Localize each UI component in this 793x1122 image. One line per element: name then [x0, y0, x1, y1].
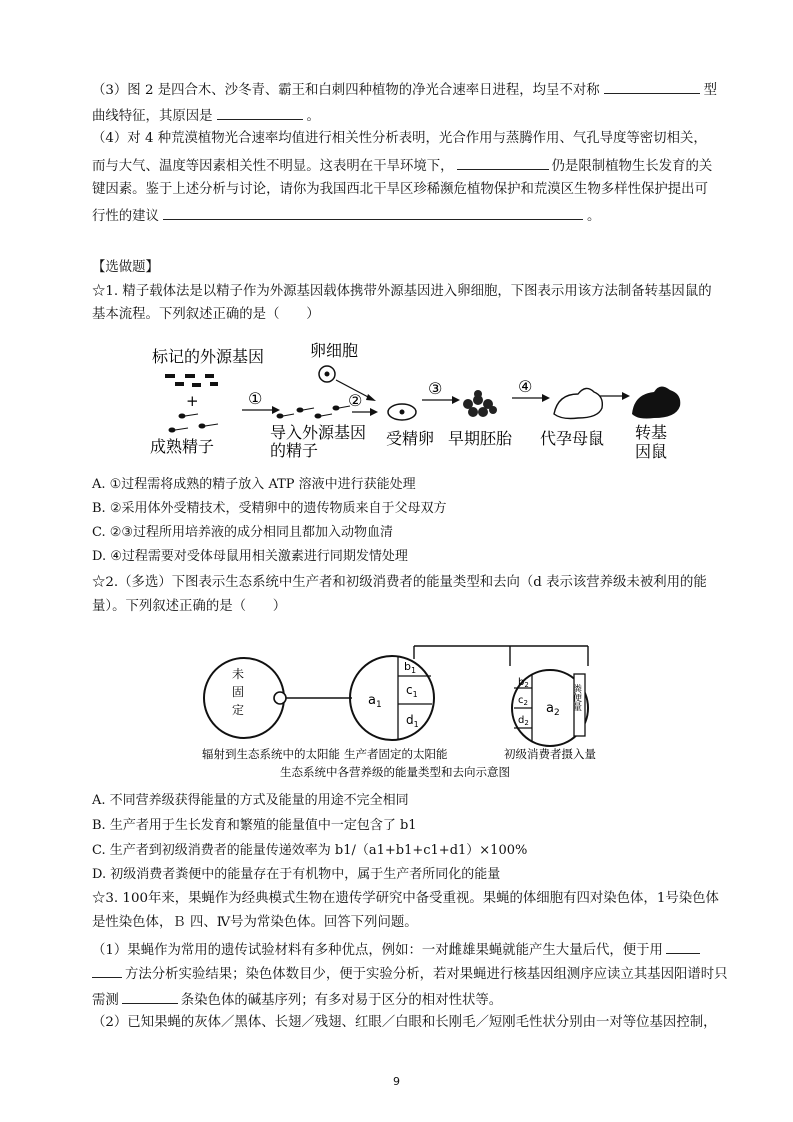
s1-option-a[interactable]: A. ①过程需将成熟的精子放入 ATP 溶液中进行获能处理 [92, 477, 416, 492]
label-mature-sperm: 成熟精子 [150, 437, 215, 456]
answer-blank[interactable] [666, 940, 700, 954]
producer-circle [350, 656, 434, 740]
s2-option-d[interactable]: D. 初级消费者粪便中的能量存在于有机物中，属于生产者所同化的能量 [92, 867, 501, 882]
q3-text: 曲线特征，其原因是 [92, 109, 213, 124]
d2-label: $d_2$ [518, 715, 529, 727]
label-transgenic-2: 因鼠 [635, 442, 668, 461]
q4-line4 [92, 206, 600, 226]
s1-stem-line1: ☆1. 精子载体法是以精子作为外源基因载体携带外源基因进入卵细胞，下图表示用该方法制备转基因鼠的 [92, 284, 712, 299]
d1-label: $d_1$ [406, 713, 419, 729]
s3-line5 [92, 990, 502, 1010]
arrowhead-icon [366, 394, 376, 401]
a1-label: $a_1$ [368, 693, 382, 710]
energy-flow-diagram [196, 628, 626, 784]
b2-label: $b_2$ [518, 677, 529, 689]
q4-text-tail: 。 [586, 209, 601, 224]
s2-stem-line2: 量）。下列叙述正确的是（ ） [92, 599, 287, 614]
step-4-label: ④ [518, 377, 533, 396]
s3-text: 需测 [92, 993, 119, 1008]
q3-text: （3）图 2 是四合木、沙冬青、霸王和白刺四种植物的净光合速率日进程，均呈不对称 [92, 83, 600, 98]
step-2-label: ② [348, 391, 363, 410]
label-surrogate-mouse: 代孕母鼠 [540, 429, 605, 448]
c1-label: $c_1$ [406, 683, 418, 699]
unfixed-char-3: 定 [232, 703, 245, 717]
egg-cell-icon [319, 366, 335, 382]
q3-line2 [92, 106, 320, 126]
section-title: 【选做题】 [92, 260, 159, 275]
fixed-portion-small-circle [274, 692, 286, 704]
caption-producer-fixed: 生产者固定的太阳能 [344, 747, 448, 761]
s2-option-c[interactable]: C. 生产者到初级消费者的能量传递效率为 b1/（a1+b1+c1+d1）×100% [92, 843, 528, 858]
s3-line4 [92, 964, 728, 984]
answer-blank[interactable] [92, 964, 122, 978]
s3-line6: （2）已知果蝇的灰体／黑体、长翅／残翅、红眼／白眼和长刚毛／短刚毛性状分别由一对等位基因控制， [92, 1015, 717, 1030]
s1-stem-line2: 基本流程。下列叙述正确的是（ ） [92, 307, 320, 322]
q4-line2 [92, 156, 712, 176]
early-embryo-icon [463, 390, 497, 417]
mature-sperm-icon [169, 414, 218, 432]
a2-label: $a_2$ [546, 701, 560, 718]
step-3-label: ③ [428, 379, 443, 398]
answer-blank[interactable] [163, 206, 583, 220]
page-number: 9 [393, 1075, 400, 1088]
answer-blank[interactable] [457, 156, 549, 170]
transgenic-mouse-flow-diagram [130, 334, 690, 464]
gene-fragments-icon [165, 374, 218, 387]
label-early-embryo: 早期胚胎 [448, 429, 513, 448]
arrowhead-icon [542, 394, 550, 402]
q4-line1: （4）对 4 种荒漠植物光合速率均值进行相关性分析表明，光合作用与蒸腾作用、气孔导度等密切相关， [92, 131, 707, 146]
q4-text-tail: 仍是限制植物生长发育的关 [551, 159, 713, 174]
modified-sperm-icon [277, 406, 350, 418]
label-imported-sperm-1: 导入外源基因 [270, 423, 367, 442]
s1-option-c[interactable]: C. ②③过程所用培养液的成分相同且都加入动物血清 [92, 525, 394, 540]
caption-consumer-intake: 初级消费者摄入量 [504, 747, 596, 761]
label-imported-sperm-2: 的精子 [270, 441, 319, 460]
caption-radiated-sun: 辐射到生态系统中的太阳能 [202, 747, 340, 761]
unfixed-char-2: 固 [232, 685, 245, 699]
plus-sign: + [186, 392, 199, 410]
s3-text-tail: 条染色体的碱基序列；有多对易于区分的相对性状等。 [180, 993, 503, 1008]
s3-text: （1）果蝇作为常用的遗传试验材料有多种优点，例如：一对雌雄果蝇就能产生大量后代，便于用 [92, 943, 663, 958]
s3-line3 [92, 940, 700, 960]
q4-text: 行性的建议 [92, 209, 159, 224]
step-1-label: ① [248, 389, 263, 408]
s3-line2: 是性染色体，Ｂ 四、Ⅳ号为常染色体。回答下列问题。 [92, 915, 418, 930]
answer-blank[interactable] [122, 990, 178, 1004]
s3-text: 方法分析实验结果；染色体数目少，便于实验分析，若对果蝇进行核基因组测序应读立其基因阳谱时只 [125, 967, 728, 982]
s2-option-b[interactable]: B. 生产者用于生长发育和繁殖的能量值中一定包含了 b1 [92, 818, 417, 833]
transgenic-mouse-icon [632, 386, 680, 418]
arrowhead-icon [370, 408, 378, 416]
s2-stem-line1: ☆2.（多选）下图表示生态系统中生产者和初级消费者的能量类型和去向（d 表示该营养级未被利用的能 [92, 575, 707, 590]
s2-option-a[interactable]: A. 不同营养级获得能量的方式及能量的用途不完全相同 [92, 793, 409, 808]
q3-line1 [92, 80, 717, 100]
label-transgenic-1: 转基 [635, 423, 668, 442]
unfixed-char-1: 未 [232, 667, 245, 681]
label-marked-gene: 标记的外源基因 [152, 347, 265, 366]
arrowhead-icon [452, 396, 460, 404]
zygote-icon [388, 404, 416, 420]
q3-text-tail: 型 [703, 83, 718, 98]
q3-text-tail: 。 [306, 109, 320, 124]
label-egg: 卵细胞 [310, 341, 359, 360]
diagram-caption: 生态系统中各营养级的能量类型和去向示意图 [280, 765, 510, 779]
c2-label: $c_2$ [518, 695, 528, 707]
q4-line3: 键因素。鉴于上述分析与讨论，请你为我国西北干旱区珍稀濒危植物保护和荒漠区生物多样性保护提出可 [92, 182, 708, 197]
surrogate-mouse-icon [554, 388, 602, 418]
s1-option-d[interactable]: D. ④过程需要对受体母鼠用相关激素进行同期发情处理 [92, 549, 408, 564]
s3-line1: ☆3. 100年来，果蝇作为经典模式生物在遗传学研究中备受重视。果蝇的体细胞有四对染色体，1号染色体 [92, 891, 719, 906]
label-zygote: 受精卵 [386, 429, 435, 448]
answer-blank[interactable] [217, 106, 303, 120]
s1-option-b[interactable]: B. ②采用体外受精技术，受精卵中的遗传物质来自于父母双方 [92, 501, 447, 516]
answer-blank[interactable] [604, 80, 700, 94]
b1-label: $b_1$ [404, 660, 417, 675]
q4-text: 而与大气、温度等因素相关性不明显。这表明在干旱环境下， [92, 159, 454, 174]
feces-label: 粪便量 [571, 684, 581, 711]
arrowhead-icon [272, 406, 280, 414]
arrowhead-icon [622, 392, 630, 400]
